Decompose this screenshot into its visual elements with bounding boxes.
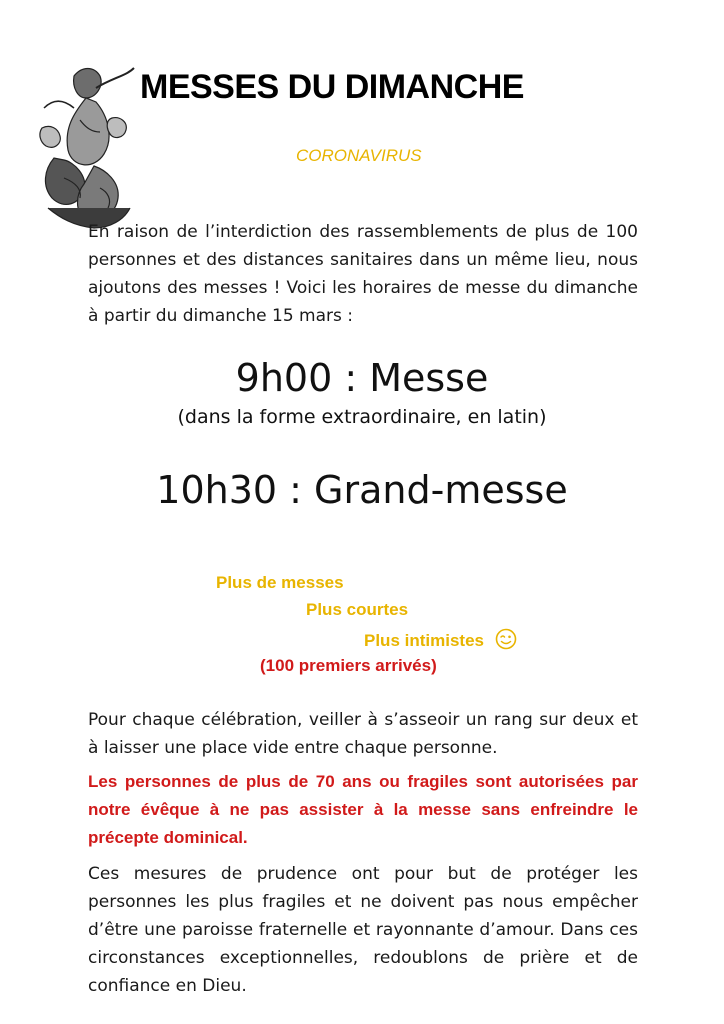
intro-paragraph: En raison de l’interdiction des rassemblements de plus de 100 personnes et des distances sanitaires dans un même lieu, nous ajoutons des messes ! Voici les horaires de messe du dimanche à partir du dimanche 15 mars : <box>88 222 638 326</box>
seating-paragraph: Pour chaque célébration, veiller à s’asseoir un rang sur deux et à laisser une place vide entre chaque personne. <box>88 710 638 758</box>
schedule-note-1: (dans la forme extraordinaire, en latin) <box>177 406 547 428</box>
schedule-time-2: 10h30 : Grand-messe <box>156 468 568 512</box>
slogan-line-4: (100 premiers arrivés) <box>260 656 437 675</box>
slogan-line-3-text: Plus intimistes <box>364 630 484 650</box>
slogan-line-2: Plus courtes <box>306 600 409 619</box>
baroque-angels-engraving-icon <box>34 58 139 230</box>
winking-face-icon <box>495 628 517 655</box>
slogan-line-3 <box>364 628 517 655</box>
slogan-line-1: Plus de messes <box>216 573 344 592</box>
schedule-time-1: 9h00 : Messe <box>235 356 489 400</box>
closing-paragraph: Ces mesures de prudence ont pour but de protéger les personnes les plus fragiles et ne doivent pas nous empêcher d’être une paroisse fraternelle et rayonnante d’amour. Dans ces circonstances exceptionnelles, redoublons de prière et de confiance en Dieu. <box>88 864 638 996</box>
page-title: MESSES DU DIMANCHE <box>140 68 524 106</box>
page-subtitle: CORONAVIRUS <box>296 146 422 165</box>
elderly-paragraph: Les personnes de plus de 70 ans ou fragiles sont autorisées par notre évêque à ne pas assister à la messe sans enfreindre le précepte dominical. <box>88 772 638 847</box>
